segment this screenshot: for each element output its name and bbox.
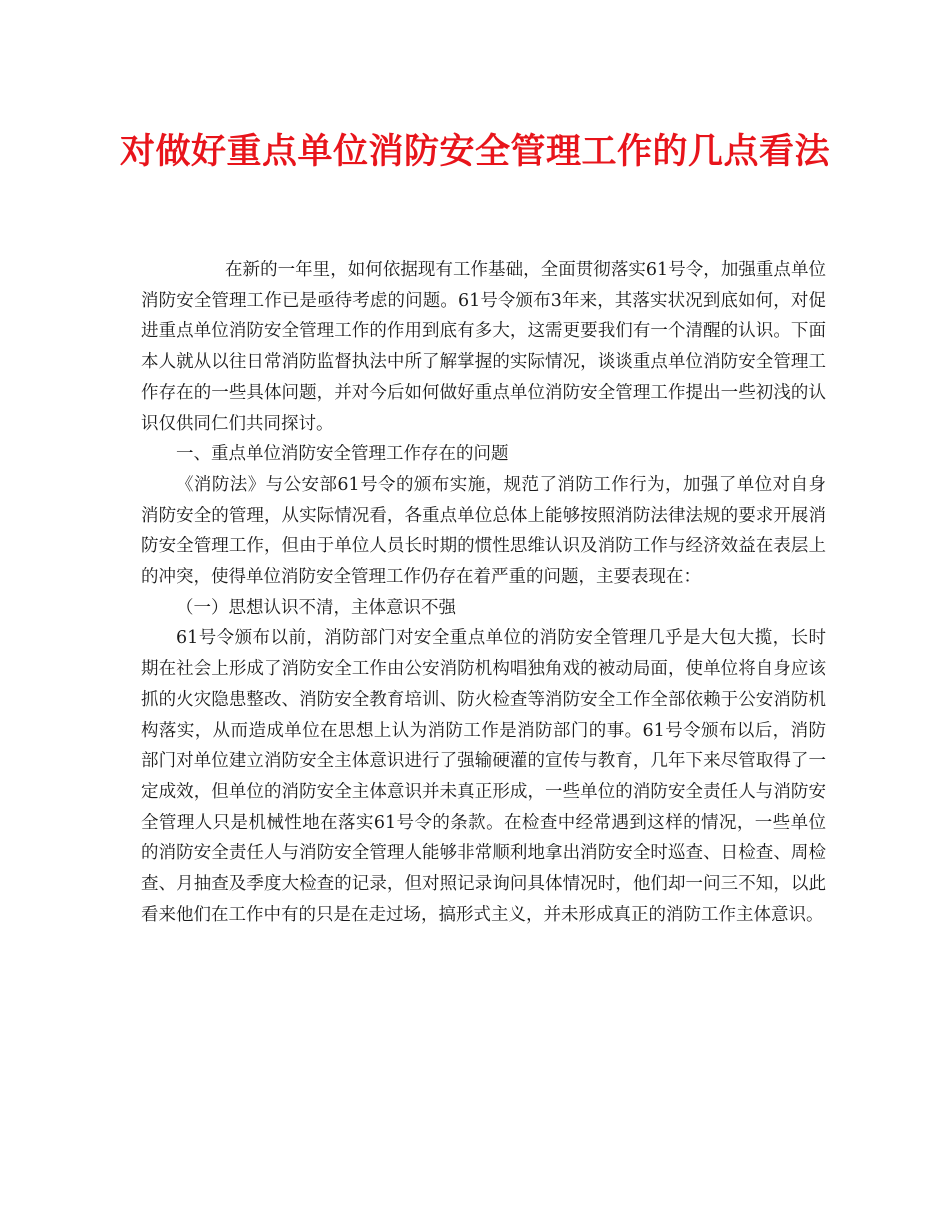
subsection-paragraph: 61号令颁布以前，消防部门对安全重点单位的消防安全管理几乎是大包大揽，长时期在社会上形成了消防安全工作由公安消防机构唱独角戏的被动局面，使单位将自身应该抓的火灾隐患整改、消防安全教育培训、防火检查等消防安全工作全部依赖于公安消防机构落实，从而造成单位在思想上认为消防工作是消防部门的事。61号令颁布以后，消防部门对单位建立消防安全主体意识进行了强输硬灌的宣传与教育，几年下来尽管取得了一定成效，但单位的消防安全主体意识并未真正形成，一些单位的消防安全责任人与消防安全管理人只是机械性地在落实61号令的条款。在检查中经常遇到这样的情况，一些单位的消防安全责任人与消防安全管理人能够非常顺利地拿出消防安全时巡查、日检查、周检查、月抽查及季度大检查的记录，但对照记录询问具体情况时，他们却一问三不知，以此看来他们在工作中有的只是在走过场，搞形式主义，并未形成真正的消防工作主体意识。 [141,628,826,925]
document-title: 对做好重点单位消防安全管理工作的几点看法 [120,131,831,172]
subsection-heading: （一）思想认识不清，主体意识不强 [176,597,456,618]
document-body [141,255,826,930]
section-paragraph: 《消防法》与公安部61号令的颁布实施，规范了消防工作行为，加强了单位对自身消防安全的管理，从实际情况看，各重点单位总体上能够按照消防法律法规的要求开展消防安全管理工作，但由于单位人员长时期的惯性思维认识及消防工作与经济效益在表层上的冲突，使得单位消防安全管理工作仍存在着严重的问题，主要表现在： [141,474,826,588]
intro-paragraph: 在新的一年里，如何依据现有工作基础，全面贯彻落实61号令，加强重点单位消防安全管理工作已是亟待考虑的问题。61号令颁布3年来，其落实状况到底如何，对促进重点单位消防安全管理工作的作用到底有多大，这需更要我们有一个清醒的认识。下面本人就从以往日常消防监督执法中所了解掌握的实际情况，谈谈重点单位消防安全管理工作存在的一些具体问题，并对今后如何做好重点单位消防安全管理工作提出一些初浅的认识仅供同仁们共同探讨。 [141,260,826,434]
section-heading: 一、重点单位消防安全管理工作存在的问题 [176,444,509,465]
